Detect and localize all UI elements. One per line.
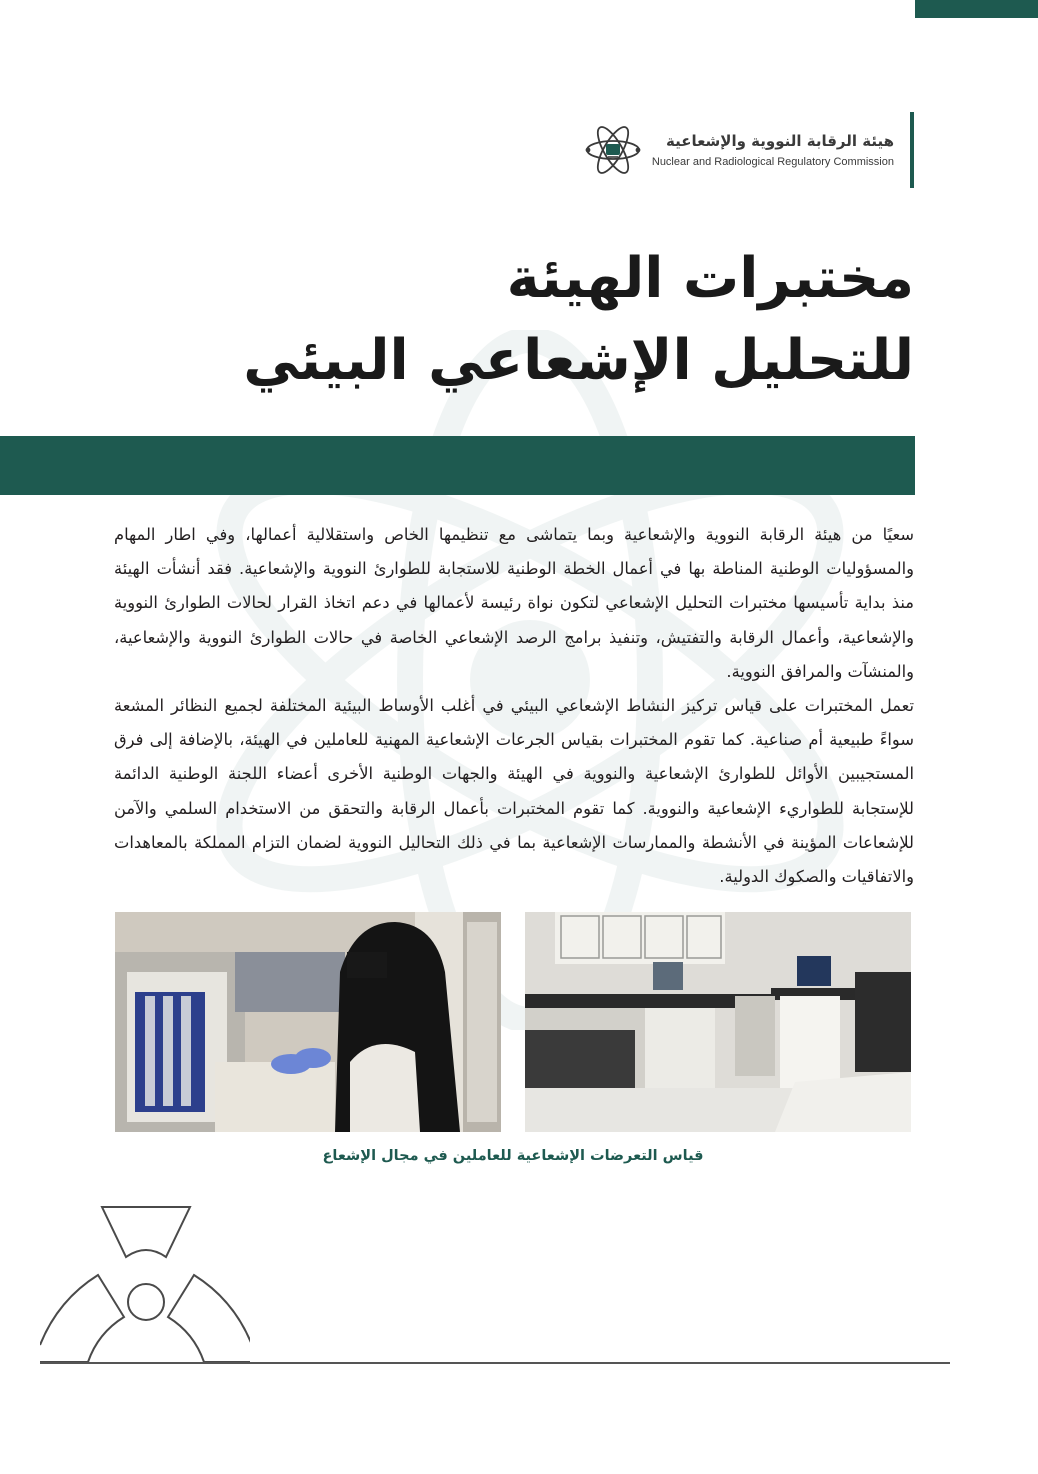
org-name-arabic: هيئة الرقابة النووية والإشعاعية <box>665 132 894 150</box>
body-text <box>114 518 914 894</box>
org-name-english: Nuclear and Radiological Regulatory Commission <box>651 156 894 168</box>
lab-technician-photo <box>115 912 501 1132</box>
laboratory-room-photo <box>525 912 911 1132</box>
photo-caption: قياس التعرضات الإشعاعية للعاملين في مجال الإشعاع <box>322 1148 704 1164</box>
logo-accent-bar <box>910 112 914 188</box>
radiation-symbol-icon <box>40 1205 250 1365</box>
footer-rule <box>40 1362 950 1364</box>
title-line-1: مختبرات الهيئة <box>506 246 914 311</box>
org-logo <box>584 112 914 188</box>
paragraph-1: سعيًا من هيئة الرقابة النووية والإشعاعية وبما يتماشى مع تنظيمها الخاص واستقلالية أعمالها، وفي اطار المهام والمسؤوليات الوطنية المناطة بها في أعمال الخطة الوطنية للاستجابة للطوارئ النووية والإشعاعية. فقد أنشأت الهيئة منذ بداية تأسيسها مختبرات التحليل الإشعاعي لتكون نواة رئيسة لأعمالها في دعم اتخاذ القرار لحالات الطوارئ النووية والإشعاعية، وأعمال الرقابة والتفتيش، وتنفيذ برامج الرصد الإشعاعي الخاصة في حالات الطوارئ النووية والإشعاعية، والمنشآت والمرافق النووية. <box>114 525 914 681</box>
top-corner-tab <box>915 0 1038 18</box>
page-title <box>154 238 914 402</box>
title-line-2: للتحليل الإشعاعي البيئي <box>243 328 914 393</box>
title-divider-band <box>0 436 915 495</box>
paragraph-2: تعمل المختبرات على قياس تركيز النشاط الإشعاعي البيئي في أغلب الأوساط البيئية المختلفة لجميع النظائر المشعة سواءً طبيعية أم صناعية. كما تقوم المختبرات بقياس الجرعات الإشعاعية المهنية للعاملين في الهيئة، بالإضافة إلى فرق المستجيبين الأوائل للطوارئ الإشعاعية والنووية في الهيئة والجهات الوطنية الأخرى أعضاء اللجنة الوطنية الدائمة للإستجابة للطواريء الإشعاعية والنووية. كما تقوم المختبرات بأعمال الرقابة والتحقق من الاستخدام السلمي والآمن للإشعاعات المؤينة في الأنشطة والممارسات الإشعاعية بما في ذلك التحاليل النووية لضمان التزام المملكة بالمعاهدات والاتفاقيات والصكوك الدولية. <box>114 696 914 887</box>
atom-icon <box>584 121 642 179</box>
